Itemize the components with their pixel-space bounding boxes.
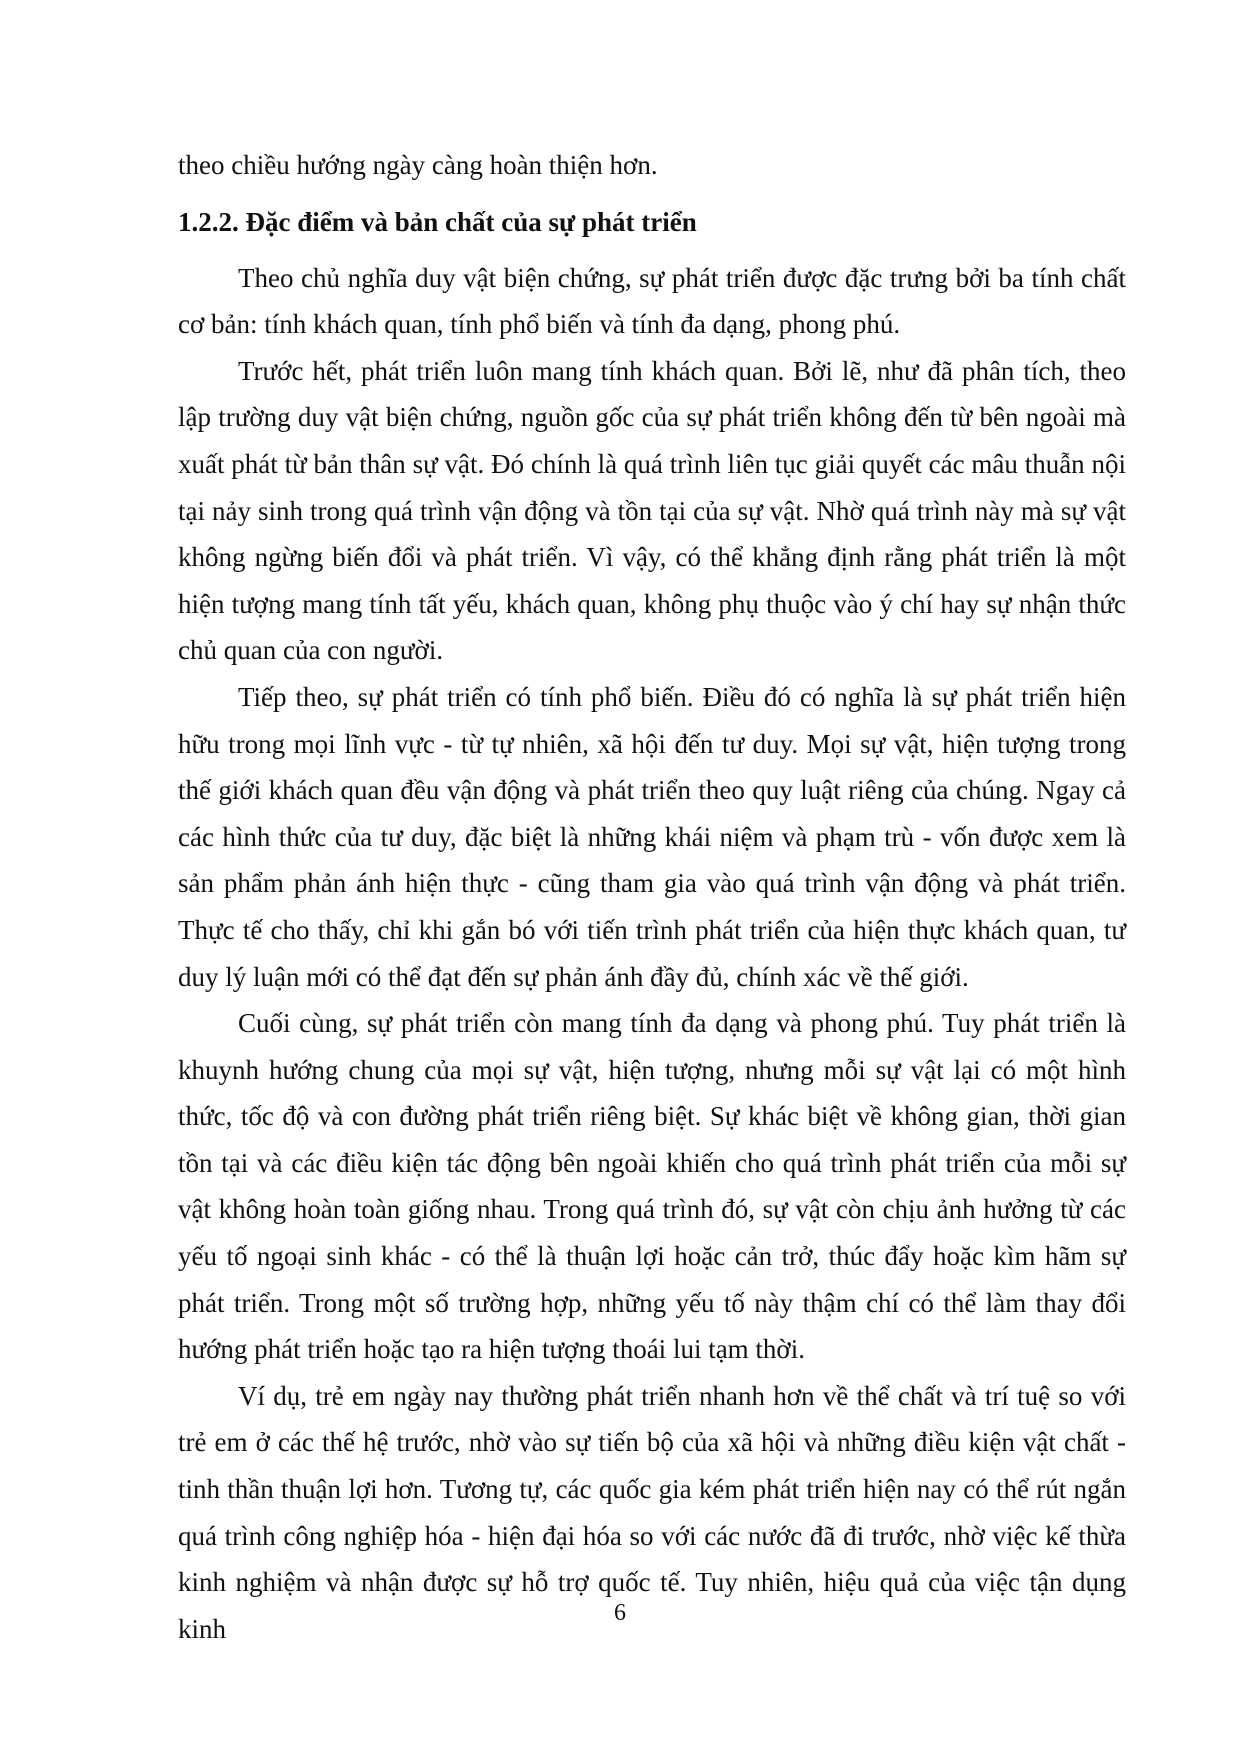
page-body [178, 142, 1126, 1652]
paragraph-diversity: Cuối cùng, sự phát triển còn mang tính đa dạng và phong phú. Tuy phát triển là khuynh hướng chung của mọi sự vật, hiện tượng, nhưng mỗi sự vật lại có một hình thức, tốc độ và con đường phát triển riêng biệt. Sự khác biệt về không gian, thời gian tồn tại và các điều kiện tác động bên ngoài khiến cho quá trình phát triển của mỗi sự vật không hoàn toàn giống nhau. Trong quá trình đó, sự vật còn chịu ảnh hưởng từ các yếu tố ngoại sinh khác - có thể là thuận lợi hoặc cản trở, thúc đẩy hoặc kìm hãm sự phát triển. Trong một số trường hợp, những yếu tố này thậm chí có thể làm thay đổi hướng phát triển hoặc tạo ra hiện tượng thoái lui tạm thời. [178, 1008, 1126, 1365]
section-heading: 1.2.2. Đặc điểm và bản chất của sự phát triển [178, 206, 697, 237]
paragraph-universality: Tiếp theo, sự phát triển có tính phổ biến. Điều đó có nghĩa là sự phát triển hiện hữu trong mọi lĩnh vực - từ tự nhiên, xã hội đến tư duy. Mọi sự vật, hiện tượng trong thế giới khách quan đều vận động và phát triển theo quy luật riêng của chúng. Ngay cả các hình thức của tư duy, đặc biệt là những khái niệm và phạm trù - vốn được xem là sản phẩm phản ánh hiện thực - cũng tham gia vào quá trình vận động và phát triển. Thực tế cho thấy, chỉ khi gắn bó với tiến trình phát triển của hiện thực khách quan, tư duy lý luận mới có thể đạt đến sự phản ánh đầy đủ, chính xác về thế giới. [178, 681, 1126, 992]
continuation-text: theo chiều hướng ngày càng hoàn thiện hơn. [178, 150, 658, 180]
page-number: 6 [614, 1600, 626, 1626]
paragraph-objectivity: Trước hết, phát triển luôn mang tính khách quan. Bởi lẽ, như đã phân tích, theo lập trường duy vật biện chứng, nguồn gốc của sự phát triển không đến từ bên ngoài mà xuất phát từ bản thân sự vật. Đó chính là quá trình liên tục giải quyết các mâu thuẫn nội tại nảy sinh trong quá trình vận động và tồn tại của sự vật. Nhờ quá trình này mà sự vật không ngừng biến đổi và phát triển. Vì vậy, có thể khẳng định rằng phát triển là một hiện tượng mang tính tất yếu, khách quan, không phụ thuộc vào ý chí hay sự nhận thức chủ quan của con người. [178, 355, 1126, 666]
paragraph-characteristics-intro: Theo chủ nghĩa duy vật biện chứng, sự phát triển được đặc trưng bởi ba tính chất cơ bản: tính khách quan, tính phổ biến và tính đa dạng, phong phú. [178, 262, 1126, 340]
paragraph-example: Ví dụ, trẻ em ngày nay thường phát triển nhanh hơn về thể chất và trí tuệ so với trẻ em ở các thế hệ trước, nhờ vào sự tiến bộ của xã hội và những điều kiện vật chất - tinh thần thuận lợi hơn. Tương tự, các quốc gia kém phát triển hiện nay có thể rút ngắn quá trình công nghiệp hóa - hiện đại hóa so với các nước đã đi trước, nhờ việc kế thừa kinh nghiệm và nhận được sự hỗ trợ quốc tế. Tuy nhiên, hiệu quả của việc tận dụng kinh [178, 1380, 1126, 1644]
